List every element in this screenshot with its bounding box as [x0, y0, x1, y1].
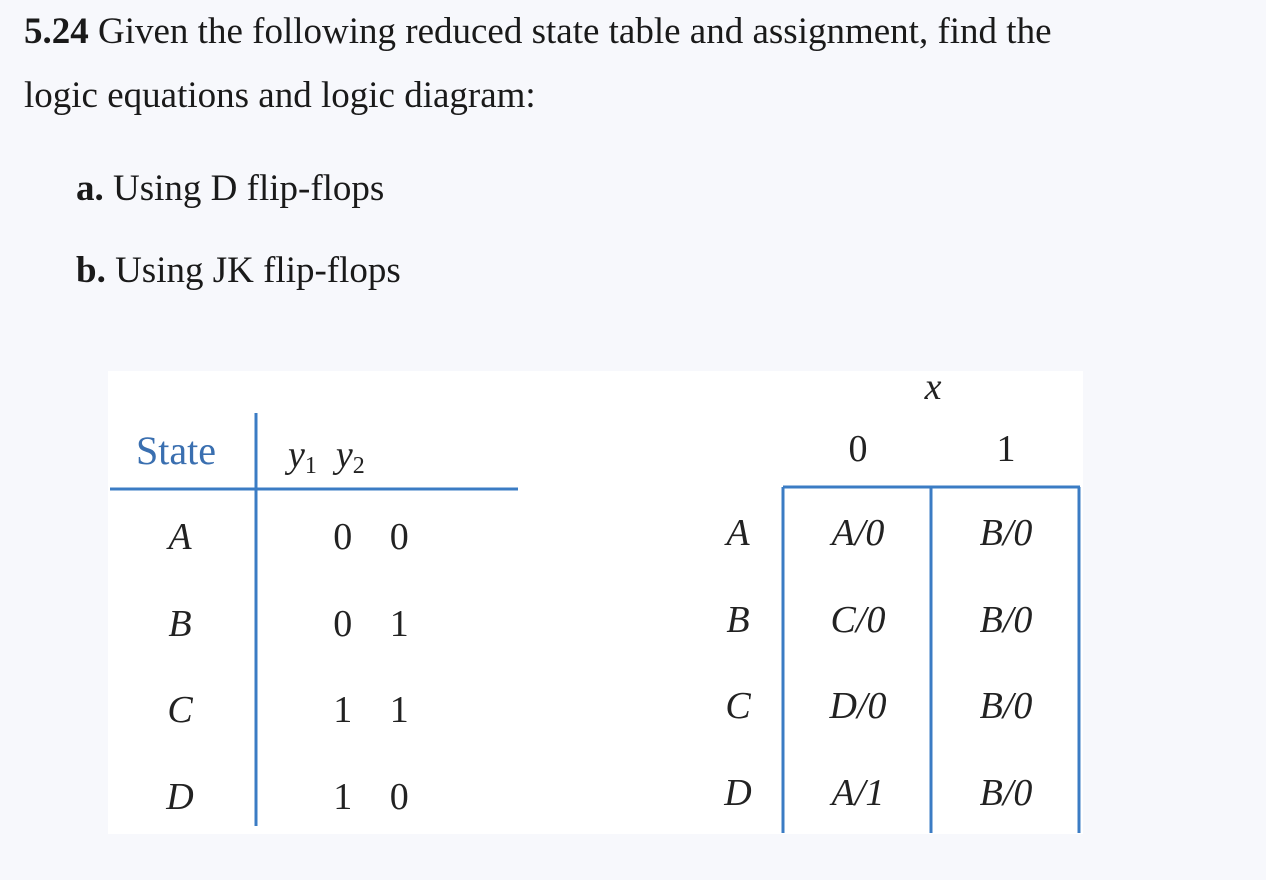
y1-header: $y_1$: [288, 434, 317, 479]
next-b-x1: B/0: [979, 599, 1033, 641]
problem-line-1: [24, 0, 1244, 64]
assignment-code-a: 0 0: [333, 516, 423, 558]
state-row-label-d: D: [724, 772, 752, 814]
next-c-x1: B/0: [979, 685, 1033, 727]
part-b-text: Using JK flip-flops: [115, 250, 401, 291]
assignment-code-d: 1 0: [333, 776, 423, 818]
state-row-label-a: A: [726, 512, 750, 554]
next-d-x0: A/1: [831, 772, 885, 814]
next-a-x1: B/0: [979, 512, 1033, 554]
variable-headers: [288, 433, 365, 488]
problem-statement-1: Given the following reduced state table and assignment, find the: [98, 11, 1052, 52]
input-column-0: 0: [848, 428, 868, 470]
input-column-1: 1: [996, 428, 1016, 470]
assignment-code-b: 0 1: [333, 603, 423, 645]
part-b: [76, 230, 1244, 312]
table-rules: [108, 371, 1083, 834]
tables-figure: [108, 366, 1083, 834]
state-column-header: State: [136, 428, 216, 473]
assignment-code-c: 1 1: [333, 689, 423, 731]
problem-line-2: [24, 64, 1244, 128]
assignment-state-c: C: [167, 689, 193, 731]
y2-header: $y_2$: [335, 434, 365, 479]
assignment-state-b: B: [168, 603, 192, 645]
problem-statement-2: logic equations and logic diagram:: [24, 75, 536, 116]
input-variable-label: x: [924, 366, 942, 408]
state-row-label-b: B: [726, 599, 750, 641]
problem-text: [24, 0, 1244, 312]
part-b-letter: b.: [76, 250, 106, 291]
problem-number: 5.24: [24, 11, 89, 52]
assignment-state-a: A: [168, 516, 192, 558]
assignment-state-d: D: [166, 776, 194, 818]
next-c-x0: D/0: [829, 685, 887, 727]
part-a: [76, 148, 1244, 230]
state-row-label-c: C: [725, 685, 751, 727]
next-a-x0: A/0: [831, 512, 885, 554]
part-a-letter: a.: [76, 168, 104, 209]
part-a-text: Using D flip-flops: [113, 168, 385, 209]
next-b-x0: C/0: [830, 599, 886, 641]
problem-parts: [76, 148, 1244, 312]
next-d-x1: B/0: [979, 772, 1033, 814]
